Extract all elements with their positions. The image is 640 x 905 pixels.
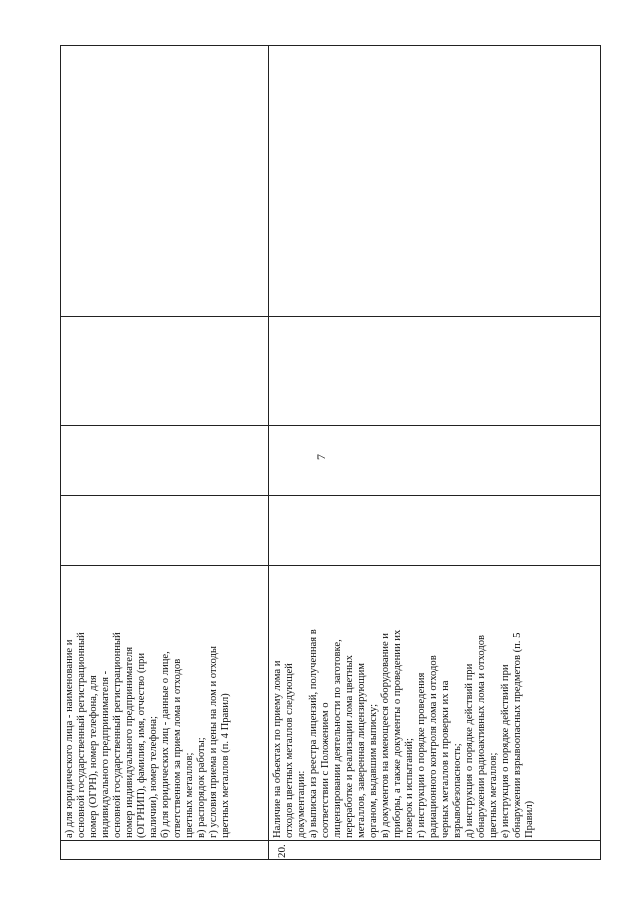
row-description: Наличие на объектах по приему лома и отходов цветных металлов следующей документации: а) выписка из реестра лицензий, полученная в соответствии с Положением о лицензировании деятельности по заготовке, переработке и реализации лома цветных металлов, заверенная лицензирующим органом, выдавшим выписку; в) документов на имеющееся оборудование и приборы, а также документы о проведении их поверок и испытаний; г) инструкции о порядке проведения радиационного контроля лома и отходов черных металлов и проверки их на взрывобезопасность; д) инструкция о порядке действий при обнаружении радиоактивных лома и отходов цветных металлов; е) инструкция о порядке действий при обнаружении взрывоопасных предметов (п. 5 Правил) [272, 629, 535, 838]
table-row [64, 566, 268, 838]
row-description: а) для юридического лица - наименование и основной государственный регистрационный номер (ОГРН), номер телефона, для индивидуального предпринимателя - основной государственный регистрационный номер индивидуального предпринимателя (ОГРНИП), фамилия, имя, отчество (при наличии), номер телефона; б) для юридических лиц - данные о лице, ответственном за прием лома и отходов цветных металлов; в) распорядок работы; г) условия приема и цены на лом и отходы цветных металлов (п. 4 Правил) [64, 632, 231, 838]
table-divider-col-2 [60, 425, 601, 426]
table-divider-col-3 [60, 495, 601, 496]
row-number: 20. [276, 844, 288, 858]
table-row-separator [268, 45, 269, 860]
table-divider-col-1 [60, 316, 601, 317]
page-number: 7 [314, 454, 328, 460]
table-divider-number-col [60, 840, 601, 841]
row-number-cell [272, 840, 292, 858]
table-row [272, 566, 598, 838]
